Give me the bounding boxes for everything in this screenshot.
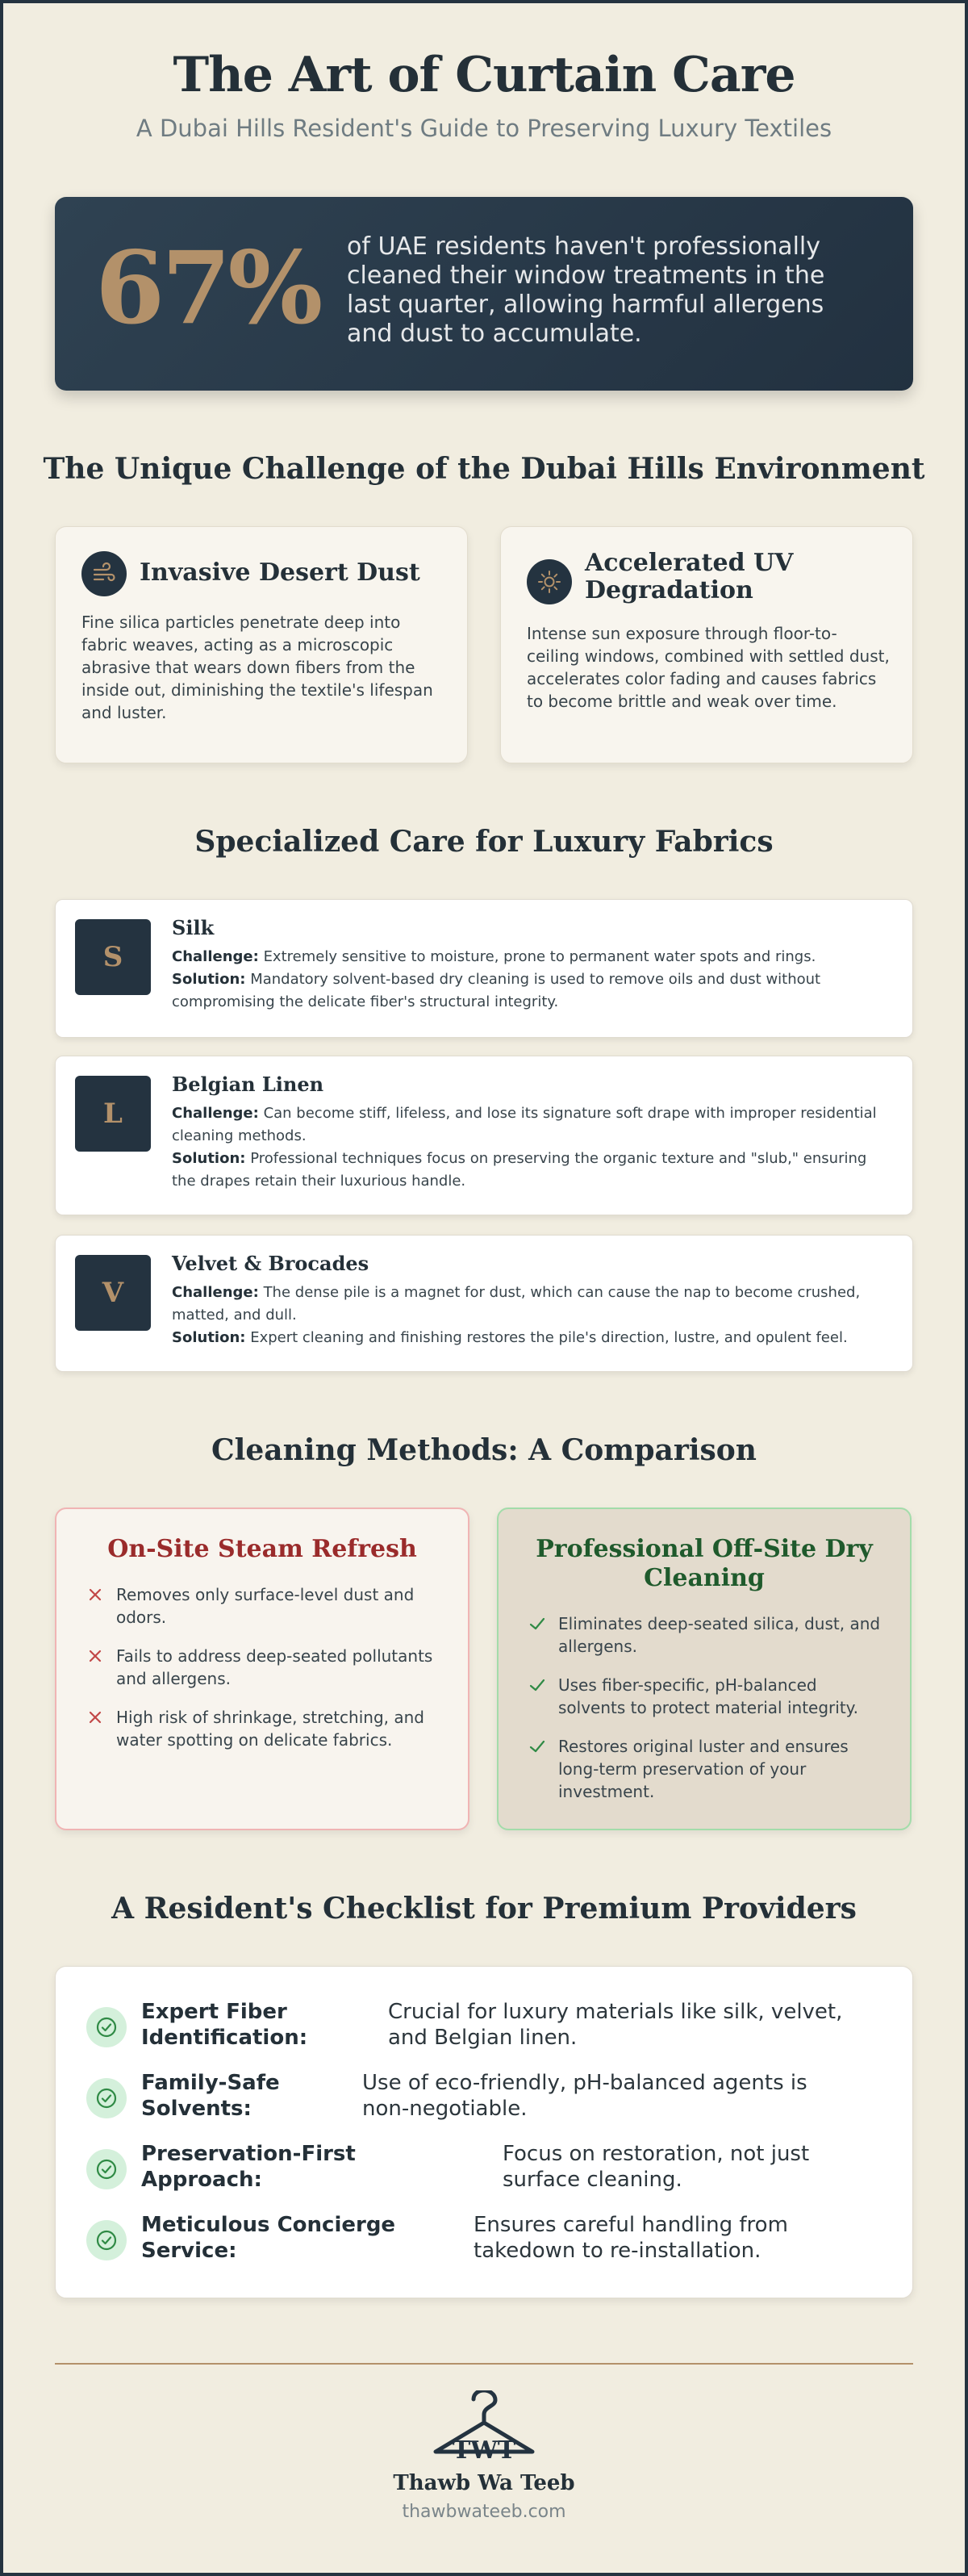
fabric-solution: Solution: Professional techniques focus on preserving the organic texture and "slub," ensuring the drapes retain their luxurious handle. — [172, 1150, 867, 1190]
checklist-item — [86, 2070, 885, 2126]
check-icon — [528, 1614, 547, 1633]
offsite-title: Professional Off-Site Dry Cleaning — [536, 1535, 873, 1592]
checklist-desc: Focus on restoration, not just surface cleaning. — [503, 2142, 810, 2192]
challenge-title-dust: Invasive Desert Dust — [140, 558, 420, 587]
fabric-challenge: Challenge: Can become stiff, lifeless, and lose its signature soft drape with improper residential cleaning methods. — [172, 1105, 877, 1144]
checklist-key: Preservation-First Approach: — [141, 2142, 356, 2192]
check-circle-icon — [86, 2220, 127, 2260]
stat-banner — [55, 197, 913, 391]
check-icon — [528, 1737, 547, 1756]
check-circle-icon — [86, 2078, 127, 2118]
footer-divider — [55, 2363, 913, 2365]
check-icon — [528, 1675, 547, 1695]
challenge-text-dust: Fine silica particles penetrate deep into fabric weaves, acting as a microscopic abrasive that wears down fibers from the inside out, diminishing the textile's lifespan and luster. — [81, 613, 433, 722]
list-item: Restores original luster and ensures long-term preservation of your investment. — [528, 1735, 882, 1803]
list-item: Fails to address deep-seated pollutants and allergens. — [86, 1645, 440, 1690]
x-icon — [86, 1585, 105, 1604]
checklist-key: Family-Safe Solvents: — [141, 2071, 280, 2121]
page-subtitle: A Dubai Hills Resident's Guide to Preserving Luxury Textiles — [136, 115, 832, 142]
fabric-card-linen — [55, 1056, 913, 1215]
check-circle-icon — [86, 2149, 127, 2189]
list-item: High risk of shrinkage, stretching, and water spotting on delicate fabrics. — [86, 1706, 440, 1751]
checklist-card — [55, 1966, 913, 2298]
fabric-solution: Solution: Expert cleaning and finishing restores the pile's direction, lustre, and opulent feel. — [172, 1329, 848, 1346]
fabric-letter-badge: V — [75, 1255, 151, 1331]
checklist-item — [86, 2141, 885, 2198]
fabric-letter-badge: L — [75, 1076, 151, 1152]
fabrics-section-title: Specialized Care for Luxury Fabrics — [194, 825, 774, 859]
wind-icon — [81, 551, 127, 596]
hanger-logo-icon — [428, 2390, 540, 2463]
fabric-solution: Solution: Mandatory solvent-based dry cleaning is used to remove oils and dust without compromising the delicate fiber's structural integrity. — [172, 971, 821, 1010]
stat-text: of UAE residents haven't professionally cleaned their window treatments in the last quarter, allowing harmful allergens and dust to accumulate. — [347, 232, 825, 348]
page-title: The Art of Curtain Care — [173, 47, 795, 103]
challenge-section-title: The Unique Challenge of the Dubai Hills Environment — [43, 452, 925, 486]
fabric-name: Velvet & Brocades — [172, 1252, 369, 1275]
comparison-section-title: Cleaning Methods: A Comparison — [211, 1433, 757, 1467]
x-icon — [86, 1646, 105, 1666]
onsite-title: On-Site Steam Refresh — [107, 1535, 417, 1563]
challenge-card-uv — [500, 526, 913, 763]
checklist-section-title: A Resident's Checklist for Premium Providers — [111, 1892, 857, 1926]
onsite-card — [55, 1508, 469, 1830]
challenge-text-uv: Intense sun exposure through floor-to-ceiling windows, combined with settled dust, accelerates color fading and causes fabrics to become brittle and weak over time. — [527, 624, 890, 711]
list-item: Uses fiber-specific, pH-balanced solvents to protect material integrity. — [528, 1674, 882, 1719]
fabric-card-silk — [55, 899, 913, 1038]
sun-icon — [527, 559, 572, 604]
brand-name: Thawb Wa Teeb — [393, 2471, 575, 2495]
challenge-card-dust — [55, 526, 468, 763]
challenge-title-uv: Accelerated UV Degradation — [585, 549, 794, 604]
checklist-item — [86, 2212, 885, 2269]
fabric-challenge: Challenge: The dense pile is a magnet for dust, which can cause the nap to become crushed, matted, and dull. — [172, 1284, 861, 1324]
check-circle-icon — [86, 2007, 127, 2047]
list-item: Eliminates deep-seated silica, dust, and allergens. — [528, 1612, 882, 1658]
checklist-item — [86, 1999, 885, 2055]
checklist-desc: Use of eco-friendly, pH-balanced agents is non-negotiable. — [362, 2071, 807, 2121]
fabric-name: Silk — [172, 916, 215, 939]
offsite-card — [497, 1508, 912, 1830]
fabric-letter-badge: S — [75, 919, 151, 995]
list-item: Removes only surface-level dust and odors. — [86, 1583, 440, 1629]
brand-url[interactable]: thawbwateeb.com — [402, 2502, 566, 2522]
fabric-name: Belgian Linen — [172, 1073, 324, 1096]
checklist-desc: Crucial for luxury materials like silk, velvet, and Belgian linen. — [388, 2000, 843, 2050]
checklist-key: Expert Fiber Identification: — [141, 2000, 308, 2050]
header — [0, 47, 968, 142]
checklist-key: Meticulous Concierge Service: — [141, 2213, 396, 2263]
logo-text: TWT — [452, 2436, 516, 2463]
fabric-challenge: Challenge: Extremely sensitive to moisture, prone to permanent water spots and rings. — [172, 948, 816, 965]
stat-value: 67% — [95, 230, 320, 347]
fabric-card-velvet — [55, 1235, 913, 1372]
checklist-desc: Ensures careful handling from takedown to re-installation. — [474, 2213, 788, 2263]
x-icon — [86, 1708, 105, 1727]
